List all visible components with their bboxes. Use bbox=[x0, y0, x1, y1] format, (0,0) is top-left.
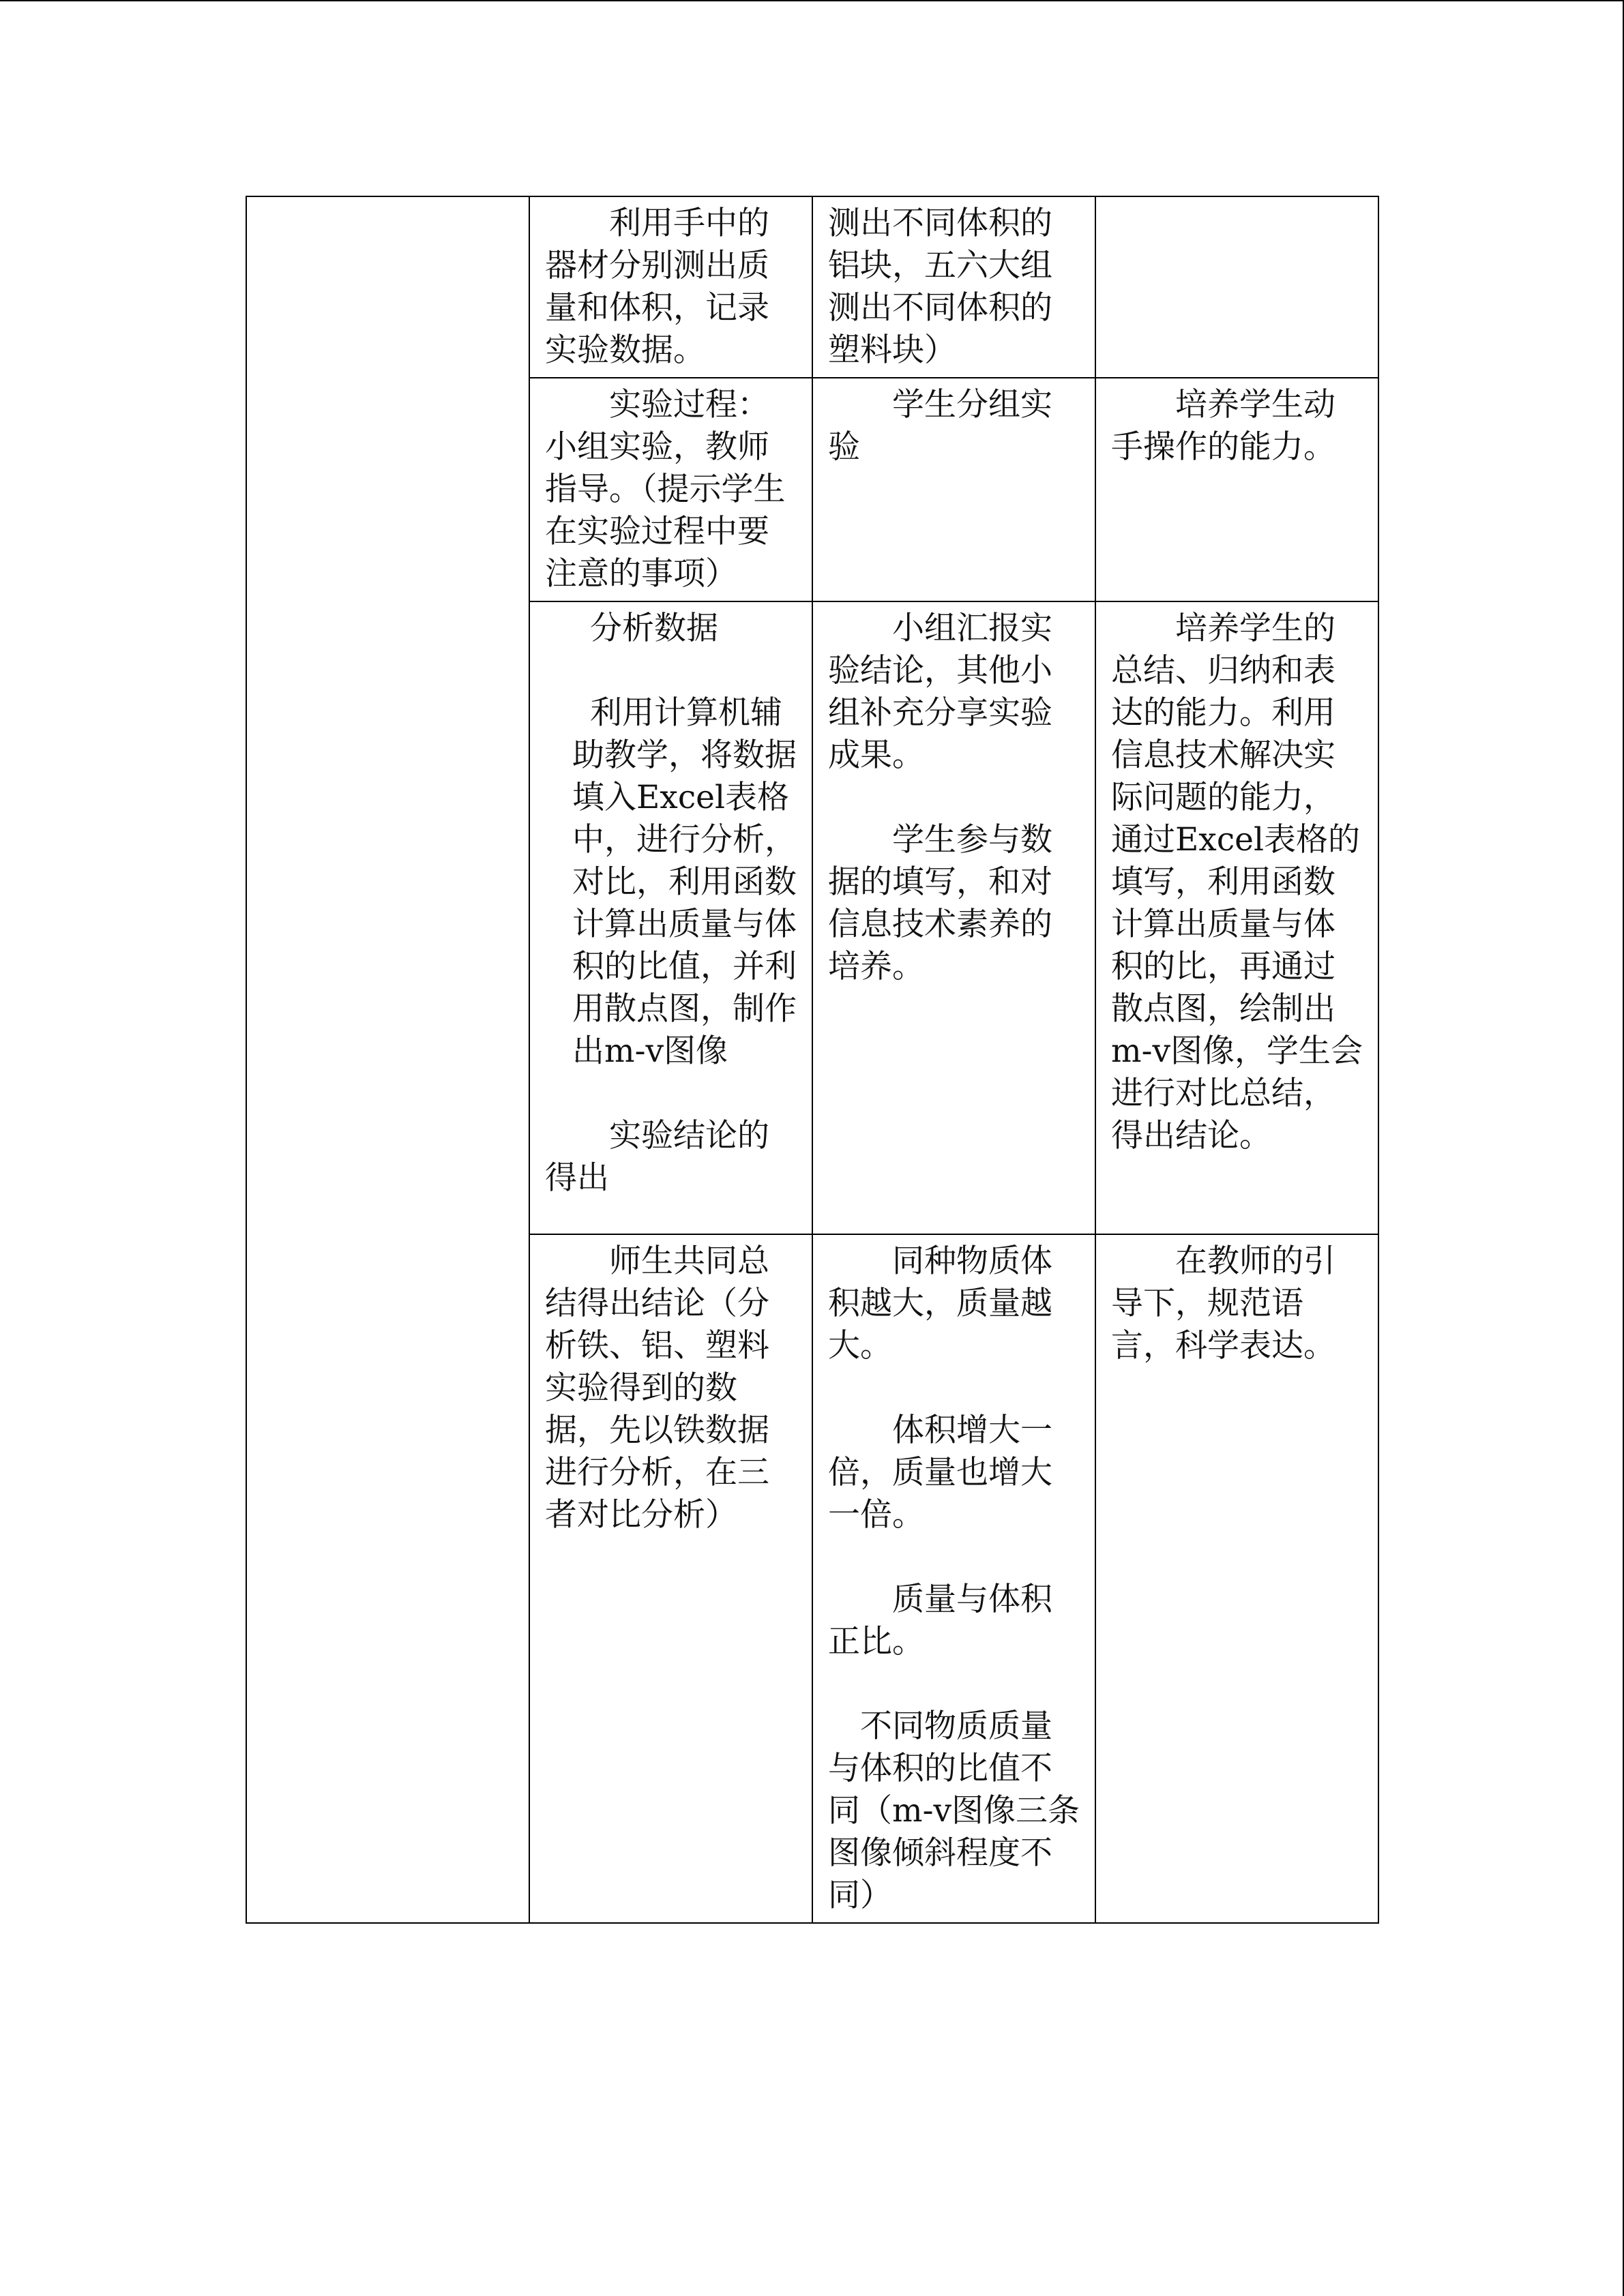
cell-paragraph: 在教师的引导下，规范语言，科学表达。 bbox=[1111, 1242, 1335, 1365]
teacher-activity-cell bbox=[529, 1234, 812, 1923]
teacher-activity-cell bbox=[529, 196, 812, 378]
design-intent-cell bbox=[1095, 196, 1378, 378]
cell-paragraph: 实验结论的得出 bbox=[545, 1117, 769, 1197]
student-activity-cell bbox=[812, 378, 1095, 601]
cell-paragraph: 不同物质质量与体积的比值不同（m-v图像三条图像倾斜程度不同） bbox=[828, 1708, 1080, 1914]
cell-paragraph: 培养学生动手操作的能力。 bbox=[1111, 386, 1335, 466]
cell-paragraph: 师生共同总结得出结论（分析铁、铝、塑料实验得到的数据，先以铁数据进行分析，在三者对比分析） bbox=[545, 1242, 769, 1534]
design-intent-cell bbox=[1095, 1234, 1378, 1923]
cell-paragraph: 培养学生的总结、归纳和表达的能力。利用信息技术解决实际问题的能力，通过Excel表格的填写，利用函数计算出质量与体积的比，再通过散点图，绘制出m-v图像，学生会进行对比总结，得出结论。 bbox=[1111, 610, 1363, 1154]
cell-paragraph: 测出不同体积的铝块，五六大组测出不同体积的塑料块） bbox=[828, 205, 1052, 369]
cell-paragraph: 利用计算机辅助教学，将数据填入Excel表格中，进行分析，对比，利用函数计算出质量与体积的比值，并利用散点图，制作出m-v图像 bbox=[572, 694, 797, 1070]
cell-paragraph: 同种物质体积越大，质量越大。 bbox=[828, 1242, 1052, 1365]
lesson-plan-table bbox=[246, 196, 1379, 1924]
teacher-activity-cell bbox=[529, 378, 812, 601]
cell-paragraph: 利用手中的器材分别测出质量和体积，记录实验数据。 bbox=[545, 205, 769, 369]
cell-paragraph: 质量与体积正比。 bbox=[828, 1581, 1052, 1660]
design-intent-cell bbox=[1095, 378, 1378, 601]
design-intent-cell bbox=[1095, 601, 1378, 1234]
table-row bbox=[246, 196, 1378, 378]
teacher-activity-cell bbox=[529, 601, 812, 1234]
cell-paragraph: 小组汇报实验结论，其他小组补充分享实验成果。 bbox=[828, 610, 1052, 774]
student-activity-cell bbox=[812, 601, 1095, 1234]
student-activity-cell bbox=[812, 1234, 1095, 1923]
cell-paragraph: 分析数据 bbox=[590, 610, 718, 647]
cell-paragraph: 学生分组实验 bbox=[828, 386, 1052, 466]
cell-paragraph: 学生参与数据的填写，和对信息技术素养的培养。 bbox=[828, 821, 1052, 985]
cell-paragraph: 体积增大一倍，质量也增大一倍。 bbox=[828, 1412, 1052, 1534]
stage-cell bbox=[246, 196, 529, 1923]
cell-paragraph: 实验过程：小组实验，教师指导。（提示学生在实验过程中要注意的事项） bbox=[545, 386, 786, 593]
student-activity-cell bbox=[812, 196, 1095, 378]
page-top-border bbox=[0, 0, 1624, 1]
